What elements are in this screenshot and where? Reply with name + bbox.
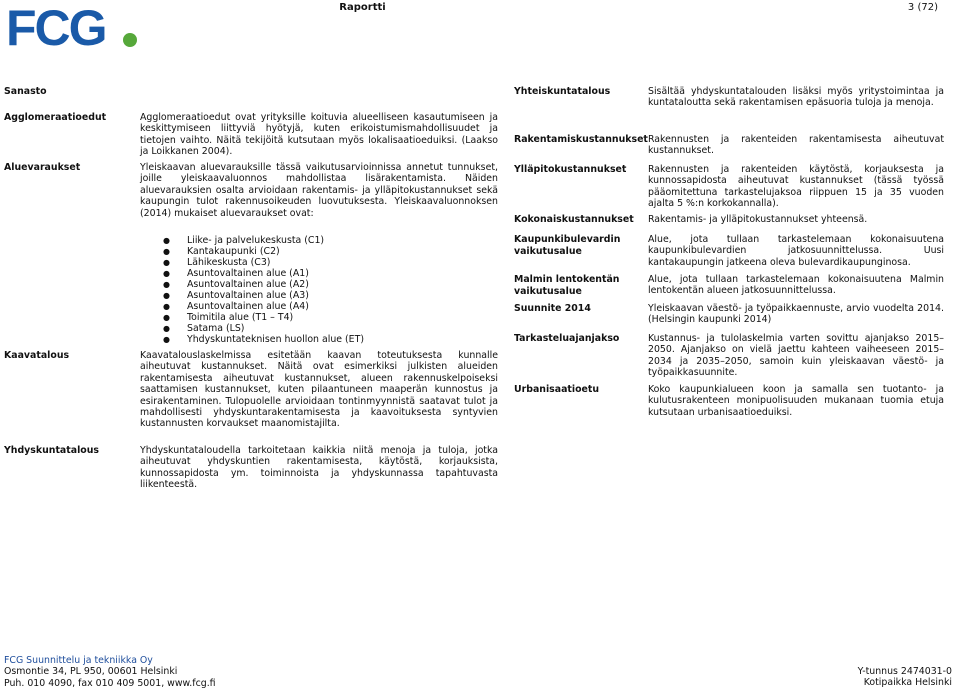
term-urbanisaatioetu: Urbanisaatioetu (514, 384, 600, 395)
bullet-icon: ● (163, 302, 170, 311)
term-agglomeraatioedut: Agglomeraatioedut (4, 112, 107, 123)
page-number: 3 (72) (907, 2, 938, 13)
footer-business-id: Y-tunnus 2474031-0 (857, 666, 952, 677)
definition-aluevaraukset: Yleiskaavan aluevarauksille tässä vaikutusarvioinnissa annetut tunnukset, joille yleiskaavaluonnos mahdollistaa lisärakentamista. Näiden aluevarauksien osalta arvioidaan rakentamis- ja ylläpitokustannukset sekä kaupungin tulot rakennusoikeuden luovutuksesta. Yleiskaavaluonnoksen (2014) mukaiset aluevaraukset ovat: (140, 162, 498, 219)
zone-item: ● Asuntovaltainen alue (A1) (163, 268, 309, 279)
bullet-icon: ● (163, 258, 170, 267)
bullet-icon: ● (163, 313, 170, 322)
term-yllapitokustannukset: Ylläpitokustannukset (514, 164, 627, 175)
bullet-icon: ● (163, 324, 170, 333)
zone-item: ● Liike- ja palvelukeskusta (C1) (163, 235, 325, 246)
logo-text: FCG (6, 4, 106, 48)
definition-yllapitokustannukset: Rakennusten ja rakenteiden käytöstä, korjauksesta ja kunnossapidosta aiheutuvat kustannukset (tässä työssä pääomitettuna tarkastelujaksoa riippuen 15 ja 35 vuoden ajalta 5 %:n korkokannalla). (648, 164, 944, 210)
definition-suunnite-2014: Yleiskaavan väestö- ja työpaikkaennuste, arvio vuodelta 2014. (Helsingin kaupunki 2014) (648, 303, 944, 326)
zone-item: ● Lähikeskusta (C3) (163, 257, 271, 268)
definition-kokonaiskustannukset: Rakentamis- ja ylläpitokustannukset yhteensä. (648, 214, 868, 225)
term-suunnite-2014: Suunnite 2014 (514, 303, 591, 314)
footer-company-name: FCG Suunnittelu ja tekniikka Oy (4, 655, 153, 666)
term-rakentamiskustannukset: Rakentamiskustannukset (514, 134, 648, 145)
definition-tarkasteluajanjakso: Kustannus- ja tulolaskelmia varten sovittu ajanjakso 2015–2050. Ajanjakso on vielä jaettu kahteen vaiheeseen 2015–2034 ja 2035–2050, samoin kuin yleiskaavan väestö- ja työpaikkasuunnite. (648, 333, 944, 379)
zone-item: ● Asuntovaltainen alue (A2) (163, 279, 309, 290)
term-kaupunkibulevardin-vaikutusalue: Kaupunkibulevardin vaikutusalue (514, 234, 621, 257)
zone-item: ● Yhdyskuntateknisen huollon alue (ET) (163, 334, 364, 345)
bullet-icon: ● (163, 247, 170, 256)
definition-yhdyskuntatalous: Yhdyskuntataloudella tarkoitetaan kaikkia niitä menoja ja tuloja, jotka aiheutuvat yhdyskuntien rakentamisesta, käytöstä, korjauksista, kunnossapidosta ym. toiminnoista ja yhdyskunnassa tapahtuvasta liikenteestä. (140, 445, 498, 491)
bullet-icon: ● (163, 335, 170, 344)
definition-malmin-lentokentan-vaikutusalue: Alue, jota tullaan tarkastelemaan kokonaisuutena Malmin lentokentän alueen jatkosuunnittelussa. (648, 274, 944, 297)
term-tarkasteluajanjakso: Tarkasteluajanjakso (514, 333, 620, 344)
term-malmin-lentokentan-vaikutusalue: Malmin lentokentän vaikutusalue (514, 274, 620, 297)
logo-dot (123, 33, 137, 47)
zone-item: ● Asuntovaltainen alue (A4) (163, 301, 309, 312)
term-yhteiskuntatalous: Yhteiskuntatalous (514, 86, 611, 97)
definition-agglomeraatioedut: Agglomeraatioedut ovat yrityksille koituvia alueelliseen kasautumiseen ja keskittymiseen liittyviä hyötyjä, kuten erikoistumismahdollisuudet ja tietojen vaihto. Näitä tekijöitä kutsutaan myös lokalisaatioeduiksi. (Laakso ja Loikkanen 2004). (140, 112, 498, 158)
footer-registration (858, 666, 952, 689)
definition-rakentamiskustannukset: Rakennusten ja rakenteiden rakentamisesta aiheutuvat kustannukset. (648, 134, 944, 157)
definition-yhteiskuntatalous: Sisältää yhdyskuntatalouden lisäksi myös yritystoimintaa ja kuntataloutta sekä rakentamisen epäsuoria tuloja ja menoja. (648, 86, 944, 109)
zone-item: ● Satama (LS) (163, 323, 245, 334)
zone-item: ● Asuntovaltainen alue (A3) (163, 290, 309, 301)
bullet-icon: ● (163, 236, 170, 245)
footer-company-info (4, 655, 216, 689)
footer-domicile: Kotipaikka Helsinki (863, 677, 952, 689)
zone-list (163, 235, 364, 345)
report-title: Raportti (339, 2, 386, 13)
definition-kaupunkibulevardin-vaikutusalue: Alue, jota tullaan tarkastelemaan kokonaisuutena kaupunkibulevardien jatkosuunnittelussa. Uusi kantakaupungin jatkeena oleva bulevardikaupunginosa. (648, 234, 944, 268)
zone-item: ● Kantakaupunki (C2) (163, 246, 280, 257)
bullet-icon: ● (163, 291, 170, 300)
bullet-icon: ● (163, 280, 170, 289)
term-yhdyskuntatalous: Yhdyskuntatalous (4, 445, 99, 456)
definition-kaavatalous: Kaavatalouslaskelmissa esitetään kaavan toteutuksesta kunnalle aiheutuvat kustannukset. Näitä ovat esimerkiksi julkisten alueiden rakentamisesta aiheutuvat kustannukset, alueen rakennuskelpoiseksi saattamisen kustannukset, kuten pilaantuneen maaperän kunnostus ja esirakentaminen. Tulopuolelle arvioidaan tontinmyynnistä saatavat tulot ja mahdollisesti yhdyskuntarakentamisesta ja kaavoituksesta syntyvien kustannusten korvaukset maanomistajilta. (140, 350, 498, 430)
definition-urbanisaatioetu: Koko kaupunkialueen koon ja samalla sen tuotanto- ja kulutusrakenteen monipuolisuuden mukanaan tuomia etuja kutsutaan urbanisaatioeduiksi. (648, 384, 944, 418)
glossary-title: Sanasto (4, 86, 47, 97)
term-kaavatalous: Kaavatalous (4, 350, 70, 361)
bullet-icon: ● (163, 269, 170, 278)
zone-item: ● Toimitila alue (T1 – T4) (163, 312, 294, 323)
term-kokonaiskustannukset: Kokonaiskustannukset (514, 214, 634, 225)
footer-address: Osmontie 34, PL 950, 00601 Helsinki (4, 666, 178, 678)
footer-contact: Puh. 010 4090, fax 010 409 5001, www.fcg.fi (4, 677, 216, 689)
term-aluevaraukset: Aluevaraukset (4, 162, 81, 173)
